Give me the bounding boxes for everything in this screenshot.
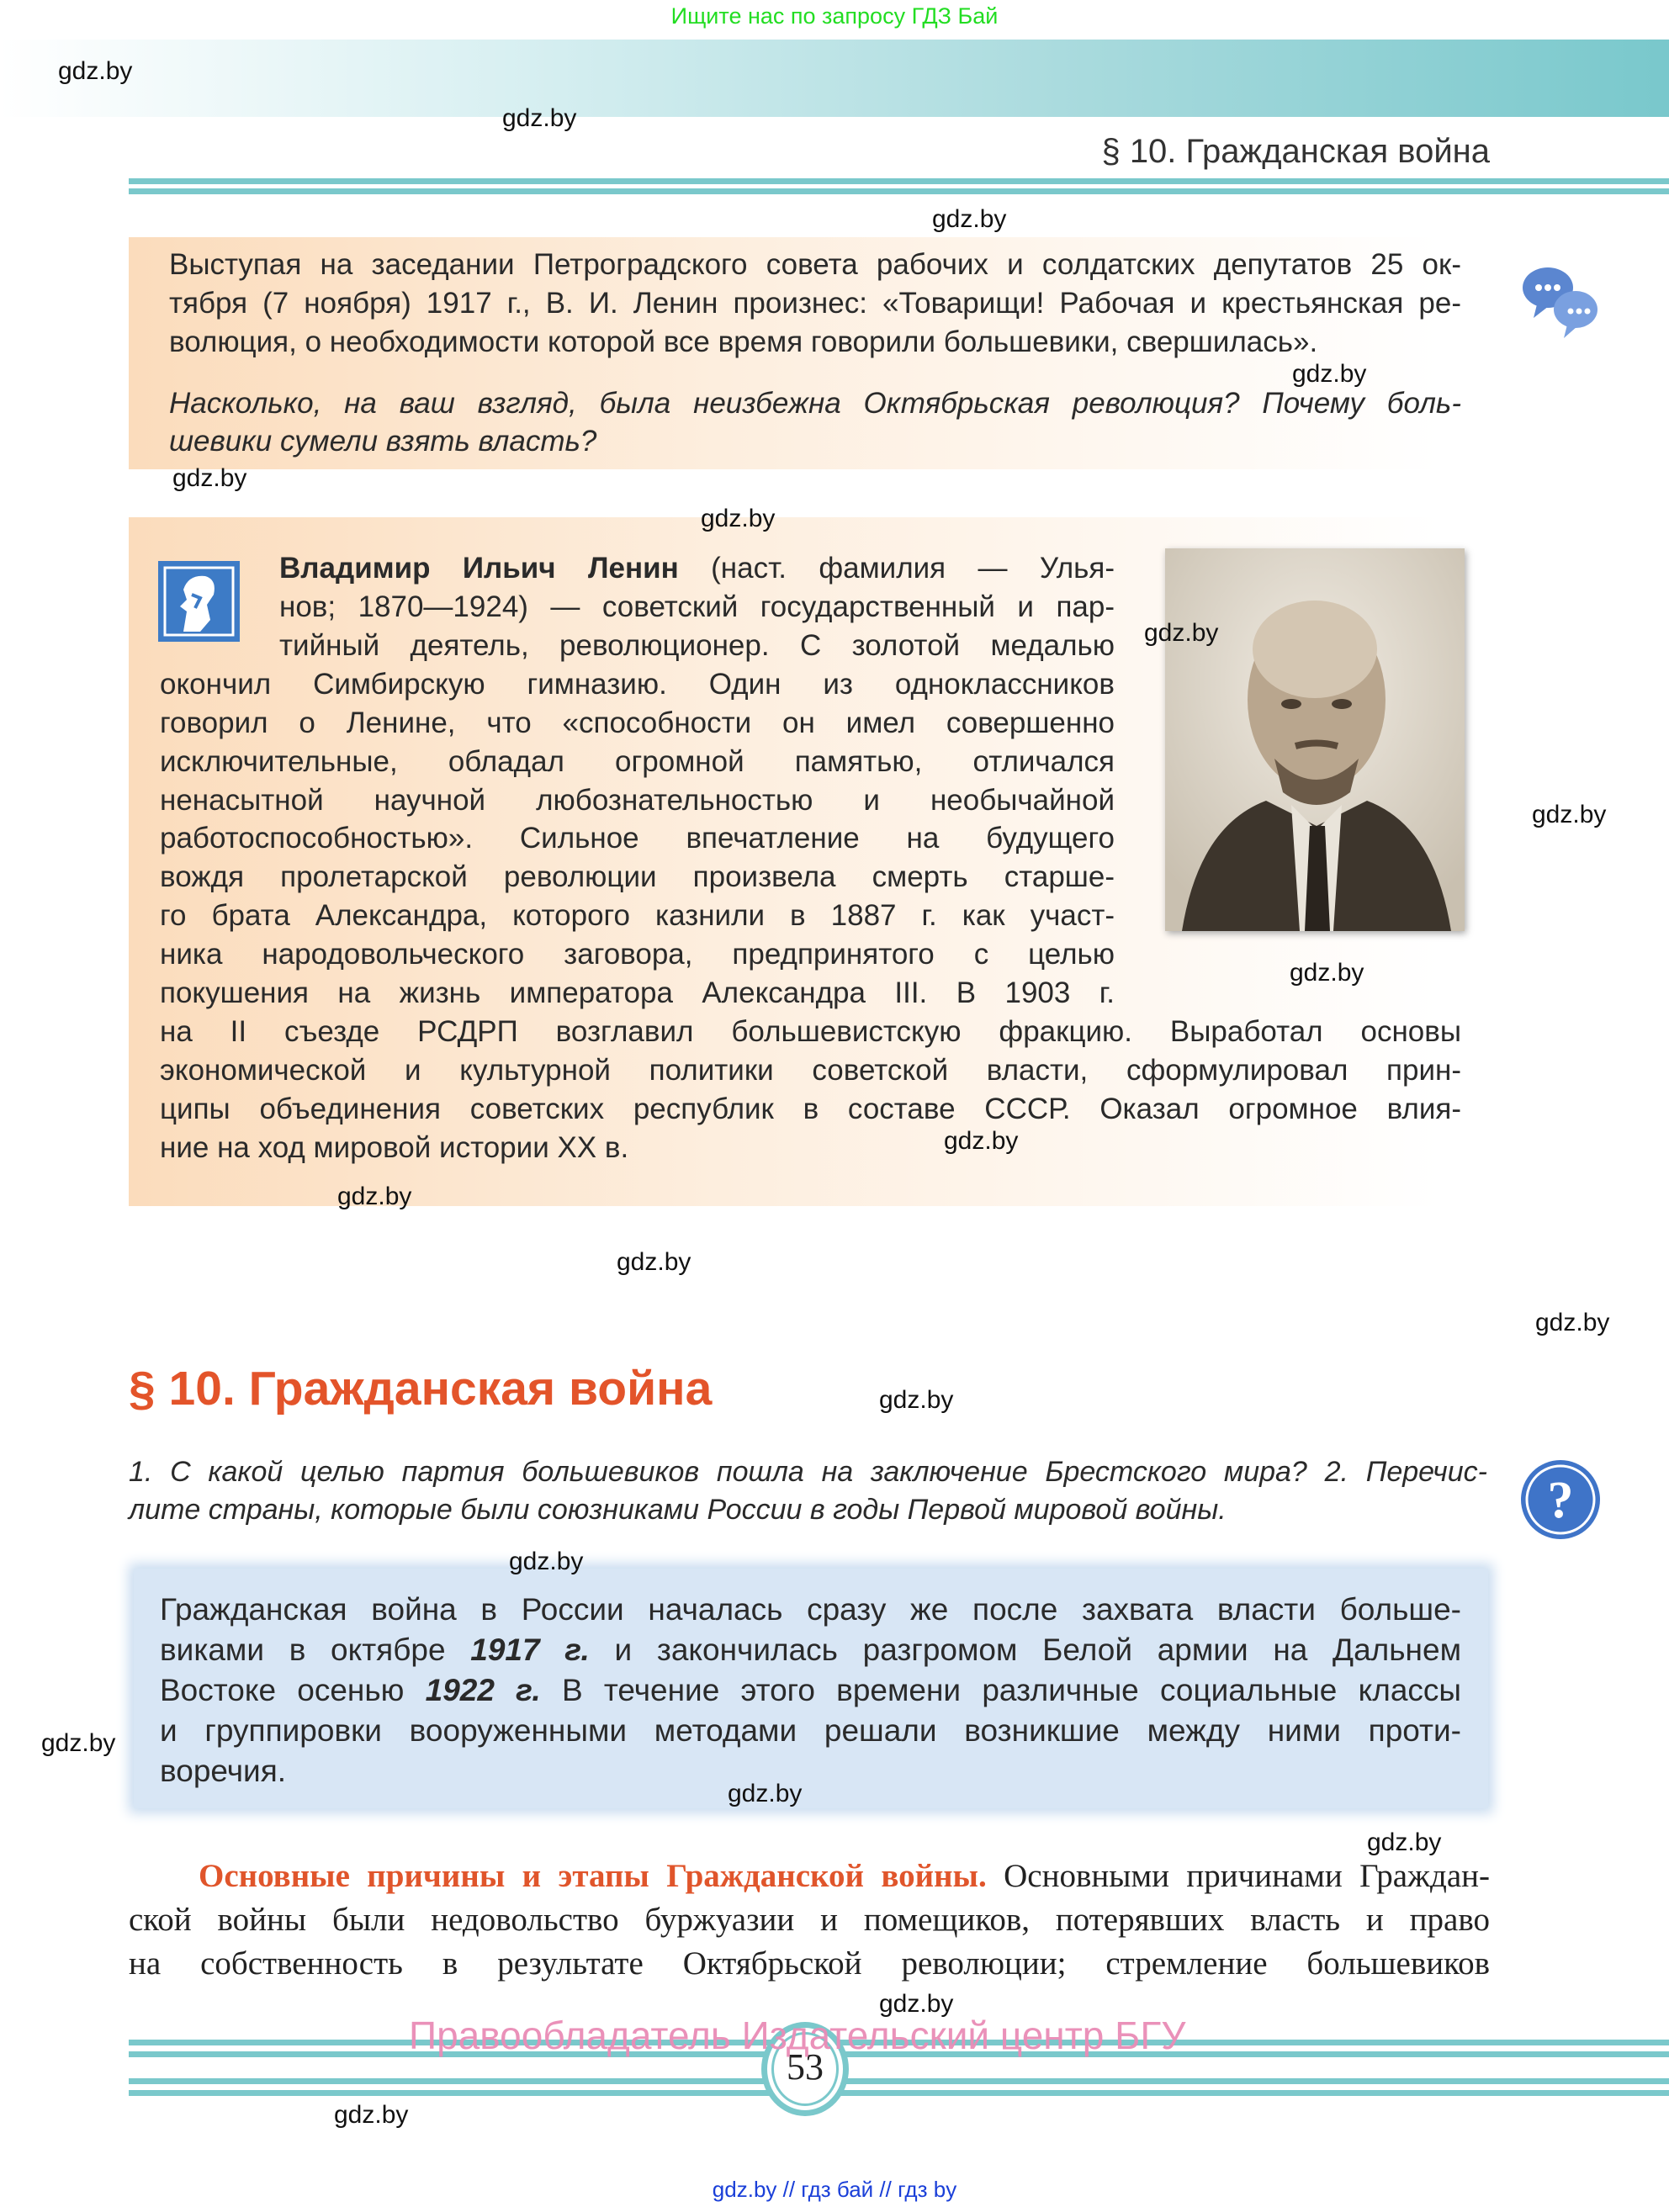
bio-line: ние на ход мировой истории XX в. [160, 1131, 629, 1164]
quote-question: Насколько, на ваш взгляд, была неизбежна Октябрьская революция? Почему боль- [169, 387, 1461, 420]
running-header-title: § 10. Гражданская война [1101, 133, 1490, 170]
section-heading: § 10. Гражданская война [129, 1362, 713, 1416]
bio-line: говорил о Ленине, что «способности он имел совершенно [160, 706, 1115, 739]
summary-text: виками в октябре [160, 1633, 471, 1667]
review-question: 1. С какой целью партия большевиков пошла на заключение Брестского мира? 2. Перечис- [129, 1456, 1487, 1488]
summary-line: воречия. [160, 1754, 287, 1788]
bio-line: покушения на жизнь императора Александра III. В 1903 г. [160, 976, 1115, 1009]
summary-line [160, 1673, 1461, 1708]
paragraph-text: Основными причинами Граждан- [986, 1858, 1491, 1894]
watermark: gdz.by [1532, 801, 1607, 828]
watermark: gdz.by [944, 1127, 1019, 1155]
watermark: gdz.by [1144, 619, 1219, 647]
bio-line: на II съезде РСДРП возглавил большевистскую фракцию. Выработал основы [160, 1015, 1461, 1048]
bio-line: работоспособностью». Сильное впечатление на будущего [160, 822, 1115, 855]
paragraph-lead: Основные причины и этапы Гражданской войны. [199, 1858, 987, 1894]
bio-line: тийный деятель, революционер. С золотой медалью [279, 629, 1115, 662]
summary-line: и группировки вооруженными методами решали возникшие между ними проти- [160, 1713, 1461, 1748]
biography-profile-icon [158, 561, 240, 642]
bio-line: исключительные, обладал огромной памятью, отличался [160, 745, 1115, 778]
discussion-bubbles-icon [1518, 262, 1603, 340]
watermark: gdz.by [502, 104, 577, 132]
bio-line: нов; 1870—1924) — советский государственный и пар- [279, 590, 1115, 623]
bio-line [279, 552, 1115, 585]
watermark: gdz.by [879, 1990, 954, 2018]
watermark: gdz.by [1292, 360, 1367, 388]
paragraph-line: на собственность в результате Октябрьской революции; стремление большевиков [129, 1945, 1490, 1982]
header-band [0, 40, 1669, 117]
svg-text:?: ? [1547, 1472, 1574, 1529]
summary-text: и закончилась разгромом Белой армии на Дальнем [589, 1633, 1462, 1667]
watermark: gdz.by [932, 205, 1007, 233]
footer-divider [129, 2078, 1669, 2084]
rights-watermark: Правообладатель Издательский центр БГУ [409, 2014, 1186, 2057]
bio-name: Владимир Ильич Ленин [279, 552, 679, 585]
watermark: gdz.by [337, 1183, 412, 1210]
paragraph-line [199, 1857, 1490, 1895]
watermark: gdz.by [617, 1248, 691, 1276]
watermark: gdz.by [172, 464, 247, 492]
bio-line: экономической и культурной политики советской власти, сформулировал прин- [160, 1054, 1461, 1087]
quote-question: шевики сумели взять власть? [169, 425, 597, 458]
quote-line: волюция, о необходимости которой все время говорили большевики, свершилась». [169, 325, 1318, 358]
bio-line: окончил Симбирскую гимназию. Один из одноклассников [160, 668, 1115, 701]
summary-text: Востоке осенью [160, 1673, 426, 1707]
quote-line: тября (7 ноября) 1917 г., В. И. Ленин произнес: «Товарищи! Рабочая и крестьянская ре- [169, 287, 1461, 320]
bio-line: ненасытной научной любознательностью и необычайной [160, 784, 1115, 817]
quote-line: Выступая на заседании Петроградского совета рабочих и солдатских депутатов 25 ок- [169, 248, 1461, 281]
watermark: gdz.by [58, 57, 133, 85]
watermark: gdz.by [509, 1548, 584, 1575]
paragraph-line: ской войны были недовольство буржуазии и помещиков, потерявших власть и право [129, 1902, 1490, 1938]
watermark: gdz.by [728, 1780, 803, 1807]
summary-line: Гражданская война в России началась сразу же после захвата власти больше- [160, 1592, 1461, 1627]
page-number: 53 [787, 2046, 824, 2088]
footer-links[interactable]: gdz.by // гдз бай // гдз by [712, 2177, 957, 2202]
watermark: gdz.by [1290, 959, 1364, 987]
watermark: gdz.by [879, 1386, 954, 1414]
year-highlight: 1922 г. [425, 1673, 541, 1707]
watermark: gdz.by [41, 1729, 116, 1757]
bio-line: го брата Александра, которого казнили в 1887 г. как участ- [160, 899, 1115, 932]
header-divider [129, 178, 1669, 184]
search-hint-banner: Ищите нас по запросу ГДЗ Бай [670, 3, 999, 29]
watermark: gdz.by [1535, 1309, 1610, 1336]
bio-line: ника народовольческого заговора, предпринятого с целью [160, 938, 1115, 971]
watermark: gdz.by [701, 505, 776, 532]
footer-divider [129, 2090, 1669, 2096]
summary-text: В течение этого времени различные социальные классы [540, 1673, 1461, 1707]
year-highlight: 1917 г. [470, 1633, 590, 1667]
watermark: gdz.by [334, 2101, 409, 2129]
summary-line [160, 1633, 1461, 1668]
watermark: gdz.by [1367, 1828, 1442, 1856]
review-question: лите страны, которые были союзниками России в годы Первой мировой войны. [129, 1494, 1227, 1526]
lenin-portrait [1165, 548, 1465, 931]
bio-line: вождя пролетарской революции произвела смерть старше- [160, 860, 1115, 893]
bio-line: ципы объединения советских республик в составе СССР. Оказал огромное влия- [160, 1093, 1461, 1125]
header-divider [129, 188, 1669, 194]
bio-text: (наст. фамилия — Улья- [678, 552, 1115, 585]
question-mark-icon [1519, 1458, 1602, 1541]
